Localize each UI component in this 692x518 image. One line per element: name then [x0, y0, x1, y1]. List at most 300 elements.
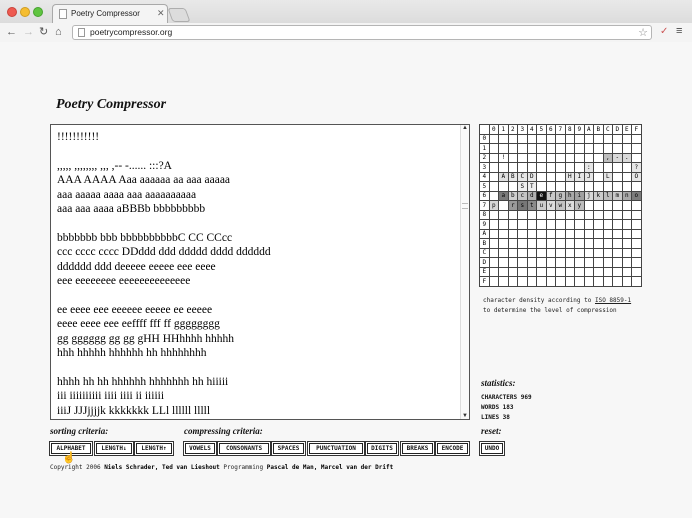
grid-cell: [546, 220, 556, 230]
grid-cell: [527, 153, 537, 163]
grid-cell: [489, 172, 499, 182]
grid-row-header: D: [480, 258, 490, 268]
browser-tab[interactable]: [52, 4, 168, 23]
grid-cell: [518, 229, 528, 239]
grid-cell: T: [527, 182, 537, 192]
grid-cell: S: [518, 182, 528, 192]
grid-cell: p: [489, 201, 499, 211]
compressing-label: compressing criteria:: [184, 426, 263, 436]
grid-cell: -: [613, 153, 623, 163]
grid-row-header: 6: [480, 191, 490, 201]
grid-cell: x: [565, 201, 575, 211]
grid-cell: [546, 144, 556, 154]
compress-breaks-button[interactable]: BREAKS: [402, 443, 433, 454]
grid-cell: [546, 172, 556, 182]
grid-cell: [537, 220, 547, 230]
grid-cell: [556, 239, 566, 249]
url-text[interactable]: poetrycompressor.org: [90, 27, 173, 37]
grid-cell: [489, 134, 499, 144]
grid-cell: [575, 144, 585, 154]
grid-cell: ?: [632, 163, 642, 173]
grid-cell: [575, 163, 585, 173]
grid-cell: [556, 258, 566, 268]
grid-cell: [584, 134, 594, 144]
grid-row-header: F: [480, 277, 490, 287]
grid-cell: [603, 229, 613, 239]
grid-row-header: 7: [480, 201, 490, 211]
grid-cell: [518, 267, 528, 277]
stat-lines: LINES 38: [481, 414, 510, 421]
grid-cell: [565, 153, 575, 163]
grid-cell: [603, 201, 613, 211]
grid-cell: [565, 134, 575, 144]
grid-cell: [584, 239, 594, 249]
grid-col-header: 3: [518, 125, 528, 135]
grid-cell: [527, 229, 537, 239]
grid-cell: [622, 267, 632, 277]
grid-cell: [499, 267, 509, 277]
grid-col-header: 4: [527, 125, 537, 135]
grid-cell: s: [518, 201, 528, 211]
grid-cell: H: [565, 172, 575, 182]
grid-cell: [527, 267, 537, 277]
grid-cell: [594, 163, 604, 173]
programmers: Pascal de Man, Marcel van der Drift: [266, 464, 394, 471]
forward-arrow-icon[interactable]: →: [23, 26, 34, 38]
grid-col-header: A: [584, 125, 594, 135]
grid-cell: [527, 144, 537, 154]
grid-cell: [603, 220, 613, 230]
grid-cell: [632, 277, 642, 287]
grid-cell: [613, 172, 623, 182]
grid-cell: [632, 153, 642, 163]
grid-cell: [565, 220, 575, 230]
grid-cell: [565, 182, 575, 192]
compress-punctuation-button[interactable]: PUNCTUATION: [309, 443, 363, 454]
grid-cell: [584, 267, 594, 277]
grid-cell: [584, 248, 594, 258]
grid-cell: [489, 258, 499, 268]
grid-cell: [489, 191, 499, 201]
grid-cell: b: [508, 191, 518, 201]
scroll-up-icon[interactable]: ▲: [462, 125, 468, 131]
grid-cell: [603, 163, 613, 173]
grid-col-header: E: [622, 125, 632, 135]
grid-cell: [594, 172, 604, 182]
grid-cell: [613, 210, 623, 220]
grid-row-header: B: [480, 239, 490, 249]
grid-corner-cell: [480, 125, 490, 135]
grid-row-header: E: [480, 267, 490, 277]
grid-cell: [499, 229, 509, 239]
grid-cell: [603, 210, 613, 220]
grid-cell: [632, 248, 642, 258]
grid-cell: [527, 220, 537, 230]
grid-cell: [622, 172, 632, 182]
grid-cell: [537, 163, 547, 173]
grid-cell: [556, 163, 566, 173]
grid-cell: d: [527, 191, 537, 201]
grid-cell: [575, 229, 585, 239]
sort-length-desc-button[interactable]: LENGTH↓: [96, 443, 132, 454]
bookmark-star-icon[interactable]: ☆: [638, 27, 648, 39]
programming-label: Programming: [219, 464, 267, 471]
grid-cell: [575, 277, 585, 287]
grid-cell: [594, 220, 604, 230]
reload-icon[interactable]: ↻: [39, 26, 49, 38]
grid-cell: O: [632, 172, 642, 182]
grid-cell: [546, 229, 556, 239]
grid-cell: [508, 258, 518, 268]
grid-cell: [537, 172, 547, 182]
grid-col-header: 2: [508, 125, 518, 135]
grid-cell: [575, 182, 585, 192]
grid-cell: D: [527, 172, 537, 182]
grid-cell: [489, 182, 499, 192]
grid-cell: [613, 277, 623, 287]
grid-cell: [527, 258, 537, 268]
grid-cell: u: [537, 201, 547, 211]
grid-cell: [527, 134, 537, 144]
grid-cell: [556, 267, 566, 277]
grid-cell: [556, 229, 566, 239]
grid-cell: l: [603, 191, 613, 201]
grid-cell: [489, 153, 499, 163]
grid-cell: [546, 210, 556, 220]
grid-cell: [622, 201, 632, 211]
grid-cell: [565, 229, 575, 239]
grid-cell: [556, 248, 566, 258]
grid-row-header: 4: [480, 172, 490, 182]
iso-link[interactable]: ISO 8859-1: [594, 297, 632, 304]
grid-col-header: D: [613, 125, 623, 135]
address-bar[interactable]: [72, 25, 652, 40]
window-maximize-button[interactable]: [33, 7, 43, 17]
grid-col-header: 6: [546, 125, 556, 135]
encode-button[interactable]: ENCODE: [437, 443, 468, 454]
window-minimize-button[interactable]: [20, 7, 30, 17]
grid-cell: [575, 153, 585, 163]
grid-cell: [594, 258, 604, 268]
grid-cell: [575, 210, 585, 220]
grid-cell: [546, 267, 556, 277]
grid-cell: [527, 239, 537, 249]
grid-cell: [613, 182, 623, 192]
grid-cell: [584, 182, 594, 192]
grid-cell: [499, 239, 509, 249]
grid-cell: [499, 163, 509, 173]
grid-cell: J: [584, 172, 594, 182]
grid-cell: [594, 239, 604, 249]
grid-cell: [594, 144, 604, 154]
grid-cell: [594, 210, 604, 220]
grid-col-header: 9: [575, 125, 585, 135]
browser-chrome: [0, 0, 692, 42]
grid-cell: [518, 248, 528, 258]
grid-cell: [499, 248, 509, 258]
grid-cell: [632, 134, 642, 144]
grid-cell: a: [499, 191, 509, 201]
grid-cell: [622, 229, 632, 239]
grid-cell: [556, 277, 566, 287]
grid-cell: k: [594, 191, 604, 201]
sort-length-asc-button[interactable]: LENGTH↑: [136, 443, 172, 454]
grid-cell: [499, 220, 509, 230]
grid-cell: [537, 182, 547, 192]
undo-button[interactable]: UNDO: [481, 443, 503, 454]
grid-cell: [489, 229, 499, 239]
grid-cell: [546, 163, 556, 173]
grid-cell: [584, 210, 594, 220]
scroll-down-icon[interactable]: ▼: [462, 413, 468, 419]
grid-cell: [594, 182, 604, 192]
grid-cell: [594, 277, 604, 287]
browser-toolbar: [0, 23, 692, 42]
grid-cell: [632, 267, 642, 277]
grid-cell: [489, 210, 499, 220]
grid-cell: I: [575, 172, 585, 182]
stat-words: WORDS 183: [481, 404, 514, 411]
grid-cell: [594, 201, 604, 211]
compress-consonants-button[interactable]: CONSONANTS: [219, 443, 269, 454]
grid-cell: [508, 239, 518, 249]
grid-cell: [546, 239, 556, 249]
stat-characters: CHARACTERS 969: [481, 394, 532, 401]
grid-cell: L: [603, 172, 613, 182]
grid-cell: [584, 144, 594, 154]
grid-cell: [489, 144, 499, 154]
grid-cell: [556, 134, 566, 144]
grid-cell: [565, 267, 575, 277]
grid-cell: [508, 210, 518, 220]
grid-cell: [537, 267, 547, 277]
grid-cell: [527, 163, 537, 173]
grid-cell: [584, 201, 594, 211]
compress-spaces-button[interactable]: SPACES: [273, 443, 304, 454]
grid-cell: :: [584, 163, 594, 173]
grid-cell: [613, 144, 623, 154]
grid-cell: [613, 163, 623, 173]
grid-cell: [508, 163, 518, 173]
grid-cell: [613, 258, 623, 268]
grid-col-header: 8: [565, 125, 575, 135]
grid-cell: [499, 134, 509, 144]
grid-row-header: A: [480, 229, 490, 239]
grid-row-header: 9: [480, 220, 490, 230]
grid-cell: [508, 144, 518, 154]
grid-cell: [546, 153, 556, 163]
grid-cell: [613, 220, 623, 230]
tab-close-icon[interactable]: ✕: [157, 8, 165, 18]
grid-row-header: C: [480, 248, 490, 258]
grid-row-header: 3: [480, 163, 490, 173]
grid-cell: [575, 239, 585, 249]
grid-cell: j: [584, 191, 594, 201]
grid-col-header: 7: [556, 125, 566, 135]
scrollbar[interactable]: [460, 125, 469, 419]
grid-cell: [594, 229, 604, 239]
grid-cell: [537, 134, 547, 144]
poem-text[interactable]: !!!!!!!!!!! ,,,,, ,,,,,,,, ,,, ,-- -...... :::?A AAA AAAA Aaa aaaaaa aa aaa aaaaa aaa aaaaa aaaa aaa aaaaaaaaaa aaa aaa aaaa aBBBb bbbbbbbbb bbbbbbb bbb bbbbbbbbbbC CC CCcc ccc cccc cccc DDddd ddd ddddd dddd dddddd dddddd ddd deeeee eeeee eee eeee eee eeeeeeee eeeeeeeeeeeeee ee eeee eee eeeeee eeeee ee eeeee eeee eeee eee eeffff fff ff gggggggg gg gggggg gg gg gHH HHhhhh hhhhh hhh hhhhh hhhhhh hh hhhhhhhh hhhh hh hh hhhhhh hhhhhhh hh hiiiii iii iiiiiiiiii iiii iiii ii iiiiii iiiJ JJJjjjjk kkkkkkk LLl llllll lllll: [57, 131, 271, 417]
grid-cell: [556, 153, 566, 163]
hand-cursor-icon: ☝: [62, 452, 76, 464]
window-close-button[interactable]: [7, 7, 17, 17]
grid-cell: [489, 163, 499, 173]
grid-col-header: C: [603, 125, 613, 135]
poem-textarea[interactable]: [50, 124, 470, 420]
extension-icon[interactable]: ≡: [676, 25, 683, 37]
home-icon[interactable]: ⌂: [55, 26, 62, 38]
grid-cell: [565, 277, 575, 287]
grid-cell: [594, 267, 604, 277]
grid-cell: n: [622, 191, 632, 201]
grid-cell: [594, 248, 604, 258]
grid-cell: [527, 210, 537, 220]
grid-cell: [546, 182, 556, 192]
grid-cell: [546, 277, 556, 287]
statistics-label: statistics:: [481, 378, 516, 388]
grid-cell: [603, 267, 613, 277]
grid-cell: [603, 277, 613, 287]
grid-cell: r: [508, 201, 518, 211]
grid-cell: w: [556, 201, 566, 211]
grid-cell: [537, 239, 547, 249]
authors: Niels Schrader, Ted van Lieshout: [104, 464, 220, 471]
grid-col-header: F: [632, 125, 642, 135]
grid-cell: [632, 210, 642, 220]
grid-cell: [508, 248, 518, 258]
sorting-label: sorting criteria:: [50, 426, 109, 436]
grid-row-header: 2: [480, 153, 490, 163]
density-caption-text-2: to determine the level of compression: [483, 307, 617, 314]
grid-cell: [622, 210, 632, 220]
grid-col-header: 1: [499, 125, 509, 135]
grid-row-header: 8: [480, 210, 490, 220]
grid-cell: [499, 277, 509, 287]
grid-cell: [584, 229, 594, 239]
grid-cell: [584, 153, 594, 163]
grid-cell: C: [518, 172, 528, 182]
back-arrow-icon[interactable]: ←: [6, 26, 17, 38]
grid-row-header: 0: [480, 134, 490, 144]
grid-cell: [565, 258, 575, 268]
grid-cell: [537, 210, 547, 220]
grid-cell: [622, 220, 632, 230]
grid-cell: g: [556, 191, 566, 201]
grid-cell: .: [622, 153, 632, 163]
grid-cell: [556, 220, 566, 230]
grid-cell: t: [527, 201, 537, 211]
grid-cell: [584, 258, 594, 268]
grid-cell: [508, 229, 518, 239]
grid-cell: [603, 134, 613, 144]
tab-title: Poetry Compressor: [71, 9, 140, 18]
grid-cell: i: [575, 191, 585, 201]
grid-cell: o: [632, 191, 642, 201]
grid-cell: [622, 144, 632, 154]
grid-col-header: B: [594, 125, 604, 135]
grid-cell: ,: [603, 153, 613, 163]
grid-cell: [632, 229, 642, 239]
grid-cell: [537, 277, 547, 287]
grid-cell: c: [518, 191, 528, 201]
grid-cell: m: [613, 191, 623, 201]
page-title: Poetry Compressor: [56, 97, 167, 112]
compress-digits-button[interactable]: DIGITS: [367, 443, 397, 454]
grid-cell: [575, 134, 585, 144]
grid-cell: [632, 220, 642, 230]
grid-cell: [632, 144, 642, 154]
grid-cell: [622, 134, 632, 144]
grid-cell: [603, 248, 613, 258]
grid-cell: [603, 182, 613, 192]
grid-cell: [489, 239, 499, 249]
sort-alphabet-button[interactable]: ALPHABET: [51, 443, 91, 454]
new-tab-button[interactable]: [167, 8, 190, 22]
grid-cell: [632, 258, 642, 268]
grid-cell: [565, 163, 575, 173]
grid-cell: [556, 144, 566, 154]
grid-cell: [537, 248, 547, 258]
grid-cell: [575, 220, 585, 230]
grid-cell: [603, 144, 613, 154]
grid-cell: [575, 267, 585, 277]
grid-cell: [575, 248, 585, 258]
grid-cell: [594, 153, 604, 163]
grid-cell: [613, 229, 623, 239]
grid-cell: y: [575, 201, 585, 211]
grid-col-header: 0: [489, 125, 499, 135]
grid-cell: [622, 163, 632, 173]
grid-cell: [622, 182, 632, 192]
grid-cell: [565, 210, 575, 220]
grid-cell: [537, 153, 547, 163]
page-icon: [78, 28, 85, 37]
grid-cell: [518, 134, 528, 144]
grid-cell: [499, 258, 509, 268]
grid-cell: [632, 239, 642, 249]
grid-cell: [613, 239, 623, 249]
grid-cell: !: [499, 153, 509, 163]
grid-cell: [508, 134, 518, 144]
grid-cell: [537, 229, 547, 239]
grid-cell: [556, 172, 566, 182]
extension-icon[interactable]: ✓: [660, 26, 669, 37]
grid-cell: [537, 144, 547, 154]
scroll-thumb[interactable]: [462, 203, 468, 209]
footer: [50, 464, 393, 471]
grid-cell: [622, 239, 632, 249]
grid-cell: [508, 153, 518, 163]
grid-cell: [518, 144, 528, 154]
grid-cell: [622, 248, 632, 258]
grid-cell: [508, 182, 518, 192]
density-caption: [483, 296, 643, 316]
grid-cell: [556, 210, 566, 220]
grid-cell: [613, 201, 623, 211]
grid-cell: [489, 248, 499, 258]
grid-cell: [518, 220, 528, 230]
character-density-grid: [479, 124, 642, 287]
grid-cell: [565, 239, 575, 249]
grid-cell: [518, 277, 528, 287]
grid-col-header: 5: [537, 125, 547, 135]
grid-cell: [584, 220, 594, 230]
grid-cell: [518, 163, 528, 173]
grid-cell: [613, 134, 623, 144]
reset-label: reset:: [481, 426, 502, 436]
compress-vowels-button[interactable]: VOWELS: [185, 443, 215, 454]
